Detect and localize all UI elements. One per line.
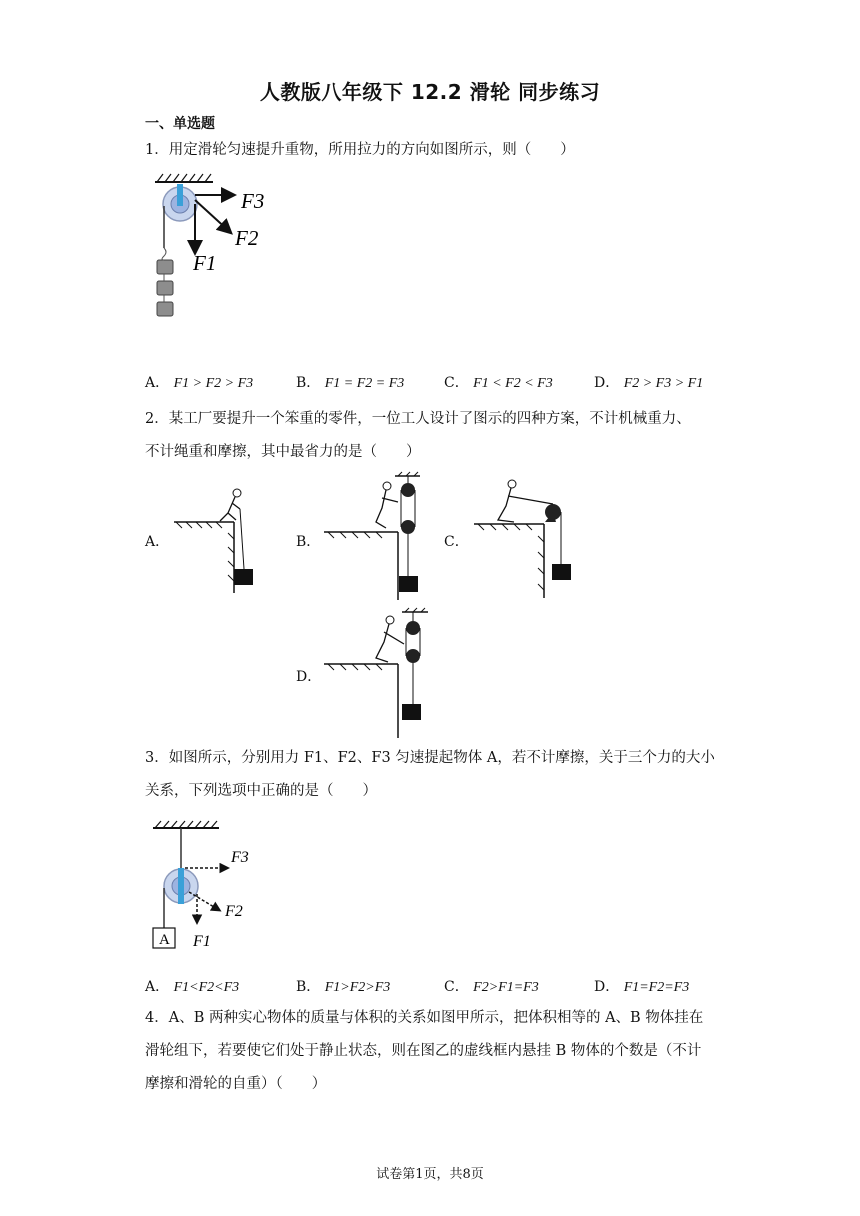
q1-option-a-text: F1 > F2 > F3: [173, 376, 254, 391]
q2-label-b[interactable]: B．: [296, 534, 321, 550]
q3-option-c-letter: C．: [444, 979, 469, 995]
q3-option-b-text: F1>F2>F3: [324, 980, 391, 995]
q3-label-f2: F2: [225, 903, 243, 920]
q3-option-d[interactable]: [594, 976, 689, 996]
question-4-stem-line-3: 摩擦和滑轮的自重）（ ）: [145, 1076, 327, 1092]
q2-label-a[interactable]: A．: [145, 534, 170, 550]
q3-option-d-letter: D．: [594, 979, 620, 995]
q3-option-a-letter: A．: [145, 979, 170, 995]
q1-label-f3: F3: [241, 189, 265, 213]
question-2-stem-line-2: 不计绳重和摩擦，其中最省力的是（ ）: [145, 444, 421, 460]
section-heading: 一、单选题: [145, 116, 215, 132]
q3-option-c-text: F2>F1=F3: [473, 980, 539, 995]
q3-label-a: A: [159, 932, 170, 948]
question-1-figure: [145, 170, 285, 320]
q1-label-f1: F1: [193, 251, 217, 275]
q3-option-a-text: F1<F2<F3: [173, 980, 240, 995]
q2-figure-d: [320, 608, 430, 740]
q3-label-f3: F3: [231, 849, 249, 866]
q1-option-a[interactable]: [145, 372, 253, 392]
q1-option-b-letter: B．: [296, 375, 321, 391]
q1-option-d[interactable]: [594, 372, 703, 392]
q2-figure-a: [170, 485, 270, 595]
page-footer: 试卷第1页，共8页: [376, 1167, 484, 1182]
q3-option-b-letter: B．: [296, 979, 321, 995]
q1-label-f2: F2: [235, 226, 259, 250]
page-title: 人教版八年级下 12.2 滑轮 同步练习: [259, 80, 601, 104]
q3-label-f1: F1: [193, 933, 211, 950]
question-4-stem-line-1: 4．A、B 两种实心物体的质量与体积的关系如图甲所示，把体积相等的 A、B 物体挂在: [145, 1010, 704, 1026]
q1-option-a-letter: A．: [145, 375, 170, 391]
question-3-stem-line-2: 关系，下列选项中正确的是（ ）: [145, 783, 377, 799]
question-3-figure: [145, 818, 265, 956]
q1-option-d-text: F2 > F3 > F1: [623, 376, 704, 391]
q2-label-c[interactable]: C．: [444, 534, 469, 550]
q1-option-c-letter: C．: [444, 375, 469, 391]
q1-option-d-letter: D．: [594, 375, 620, 391]
q1-option-b-text: F1 = F2 = F3: [324, 376, 405, 391]
q3-option-c[interactable]: [444, 976, 539, 996]
q1-option-c[interactable]: [444, 372, 553, 392]
question-2-stem-line-1: 2．某工厂要提升一个笨重的零件，一位工人设计了图示的四种方案，不计机械重力、: [145, 411, 691, 427]
q2-figure-c: [470, 474, 580, 600]
question-3-stem-line-1: 3．如图所示，分别用力 F1、F2、F3 匀速提起物体 A，若不计摩擦，关于三个力的大小: [145, 750, 715, 766]
question-1-stem: 1．用定滑轮匀速提升重物，所用拉力的方向如图所示，则（ ）: [145, 142, 575, 158]
q3-option-d-text: F1=F2=F3: [623, 980, 690, 995]
q1-option-b[interactable]: [296, 372, 404, 392]
question-4-stem-line-2: 滑轮组下，若要使它们处于静止状态，则在图乙的虚线框内悬挂 B 物体的个数是（不计: [145, 1043, 702, 1059]
q3-option-b[interactable]: [296, 976, 390, 996]
q2-label-d[interactable]: D．: [296, 669, 322, 685]
q3-option-a[interactable]: [145, 976, 239, 996]
q1-option-c-text: F1 < F2 < F3: [473, 376, 553, 391]
q2-figure-b: [320, 472, 430, 602]
